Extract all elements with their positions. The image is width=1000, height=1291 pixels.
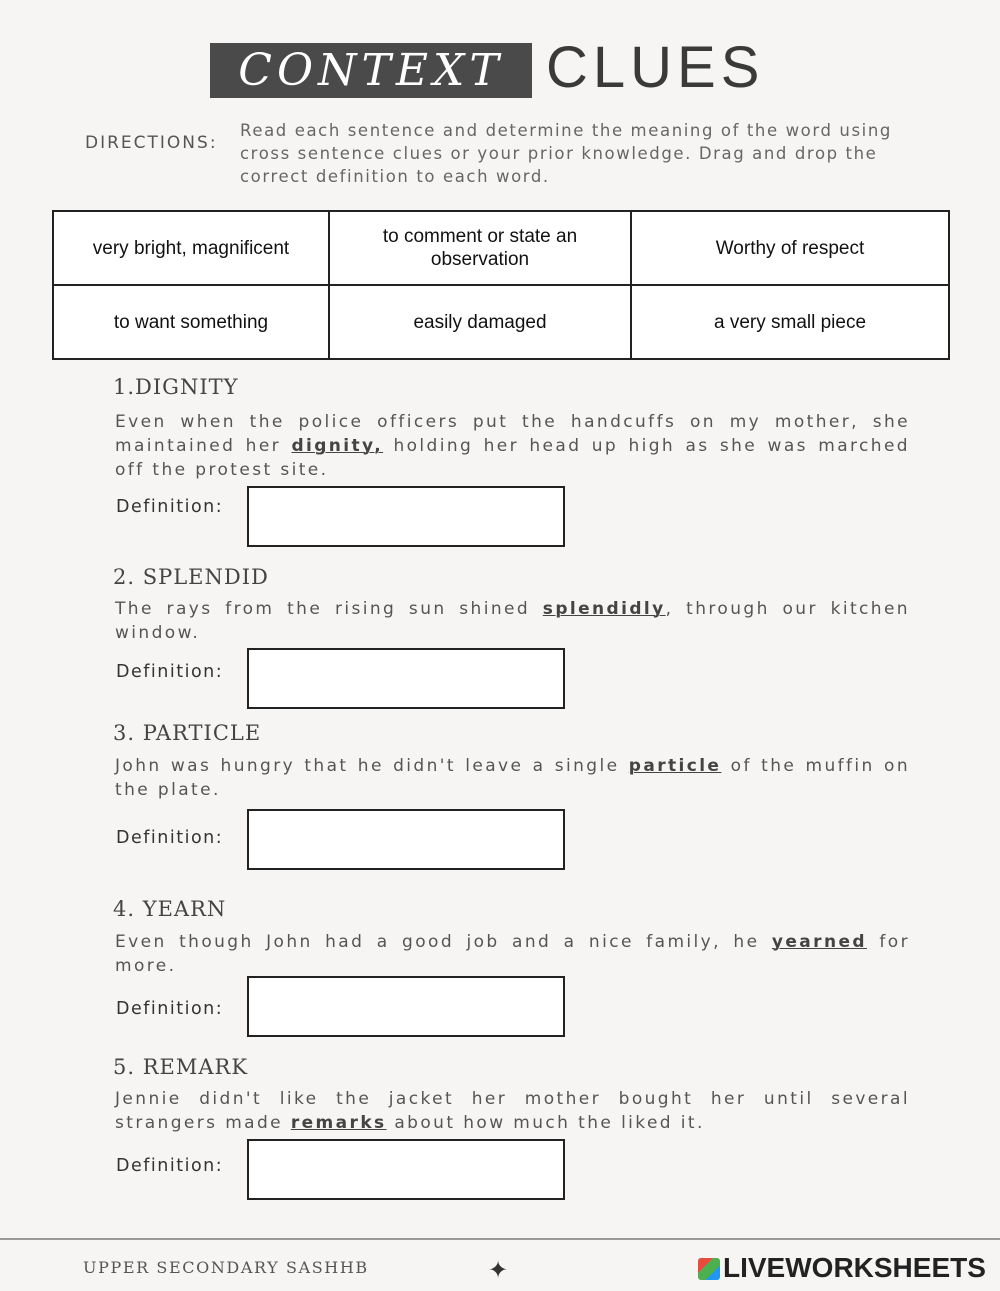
question-heading: 2. SPLENDID <box>113 565 269 589</box>
question-sentence <box>115 410 910 482</box>
title-clues: CLUES <box>546 35 765 100</box>
definition-label: Definition: <box>116 662 224 682</box>
question-sentence <box>115 597 910 645</box>
definition-option[interactable]: Worthy of respect <box>631 211 949 285</box>
word-bank-table <box>52 210 950 360</box>
liveworksheets-icon <box>698 1258 720 1280</box>
definition-drop-box[interactable] <box>247 1139 565 1200</box>
sentence-text: Even though John had a good job and a nice family, he <box>115 932 772 952</box>
definition-label: Definition: <box>116 999 224 1019</box>
directions-label: DIRECTIONS: <box>85 133 218 153</box>
question-heading: 1.DIGNITY <box>113 375 239 399</box>
sentence-text: of the muffin on the plate. <box>115 756 910 800</box>
sentence-text: for more. <box>115 932 910 976</box>
target-word: yearned <box>771 932 867 952</box>
definition-drop-box[interactable] <box>247 976 565 1037</box>
sentence-text: Jennie didn't like the jacket her mother bought her until several strangers made <box>115 1089 910 1133</box>
title-context: CONTEXT <box>210 43 532 98</box>
directions-text: Read each sentence and determine the meaning of the word using cross sentence clues or your prior knowledge. Drag and drop the correct definition to each word. <box>240 121 892 186</box>
question-heading: 5. REMARK <box>113 1055 249 1079</box>
footer-school: UPPER SECONDARY SASHHB <box>83 1258 369 1277</box>
sentence-text: The rays from the rising sun shined <box>115 599 543 619</box>
definition-option[interactable]: to want something <box>53 285 329 359</box>
sentence-text: holding her head up high as she was marched off the protest site. <box>115 436 911 480</box>
sentence-text: , through our kitchen window. <box>115 599 910 643</box>
question-sentence <box>115 930 910 978</box>
definition-option[interactable]: to comment or state an observation <box>329 211 631 285</box>
target-word: particle <box>628 756 722 776</box>
question-heading: 3. PARTICLE <box>113 721 262 745</box>
sentence-text: John was hungry that he didn't leave a single <box>115 756 629 776</box>
sentence-text: Even when the police officers put the handcuffs on my mother, she maintained her <box>115 412 910 456</box>
definition-option[interactable]: a very small piece <box>631 285 949 359</box>
logo-text: LIVEWORKSHEETS <box>723 1252 986 1283</box>
target-word: remarks <box>290 1113 387 1133</box>
definition-label: Definition: <box>116 497 224 517</box>
question-sentence <box>115 1087 910 1135</box>
star-icon: ✦ <box>488 1256 509 1284</box>
liveworksheets-logo[interactable] <box>698 1252 986 1284</box>
footer-divider <box>0 1238 1000 1240</box>
definition-option[interactable]: very bright, magnificent <box>53 211 329 285</box>
question-sentence <box>115 754 910 802</box>
target-word: dignity, <box>291 436 384 456</box>
definition-label: Definition: <box>116 828 224 848</box>
definition-drop-box[interactable] <box>247 809 565 870</box>
question-heading: 4. YEARN <box>113 897 227 921</box>
target-word: splendidly <box>542 599 666 619</box>
sentence-text: about how much the liked it. <box>386 1113 705 1133</box>
definition-drop-box[interactable] <box>247 648 565 709</box>
definition-drop-box[interactable] <box>247 486 565 547</box>
definition-option[interactable]: easily damaged <box>329 285 631 359</box>
definition-label: Definition: <box>116 1156 224 1176</box>
